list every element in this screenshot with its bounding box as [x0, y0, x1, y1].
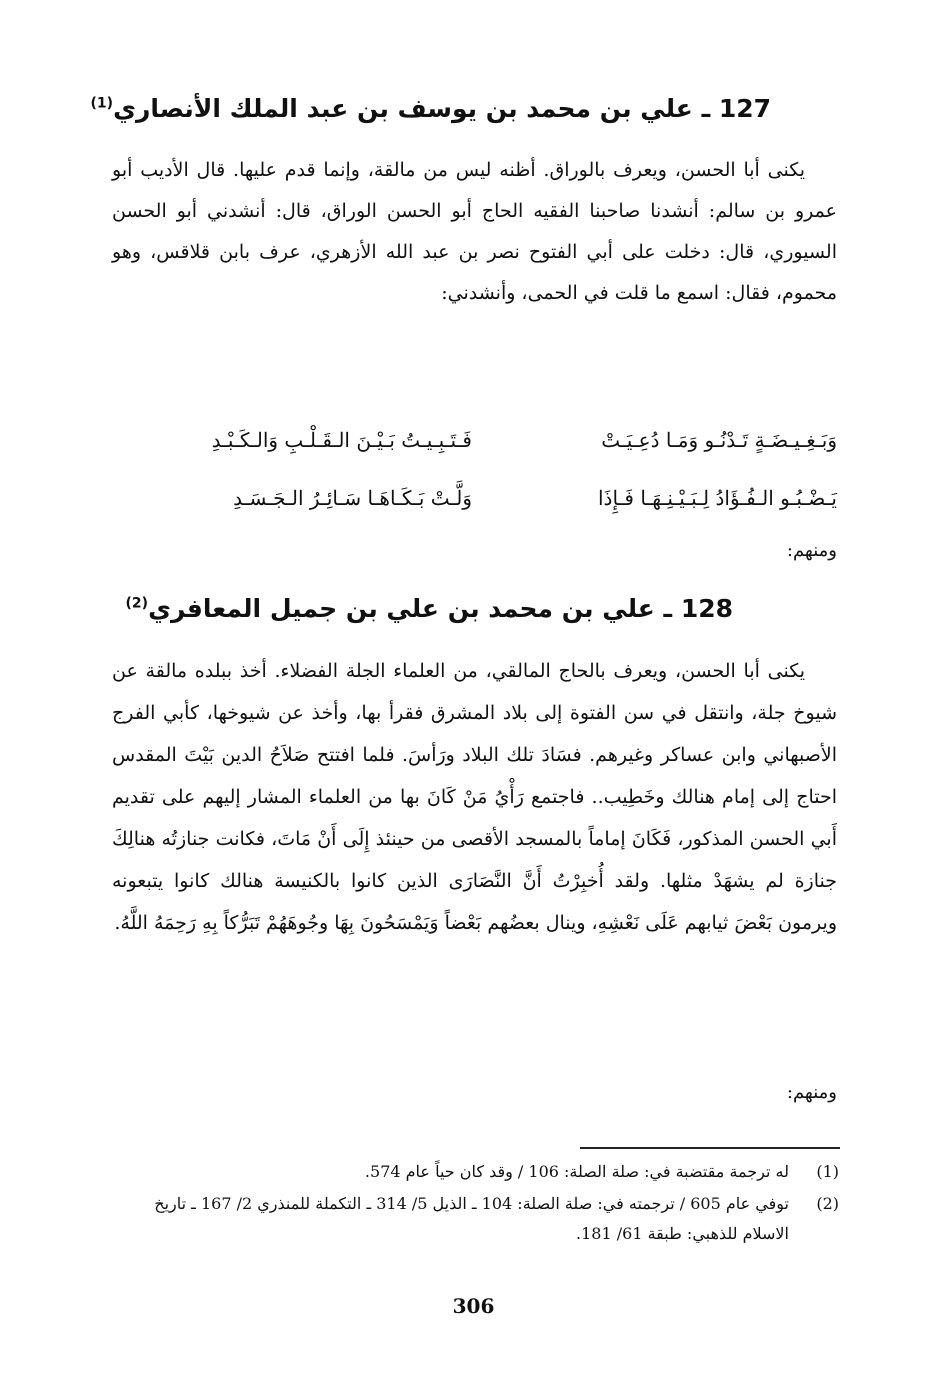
footnote-ref-2[interactable]: (2) [125, 595, 149, 612]
entry-128-title: 128 ـ علي بن محمد بن علي بن جميل المعافري [148, 594, 733, 623]
entry-127-text: يكنى أبا الحسن، ويعرف بالوراق. أظنه ليس من مالقة، وإنما قدم عليها. قال الأديب أبو عمرو بن سالم: أنشدنا صاحبنا الفقيه الحاج أبو الحسن الوراق، قال: أنشدني أبو الحسن السيوري، قال: دخلت على أبي الفتوح نصر بن عبد الله الأزهري، عرف بابن قلاقس، وهو محموم، فقال: اسمع ما قلت في الحمى، وأنشدني: [112, 159, 837, 304]
entry-128-heading [126, 592, 733, 626]
transition-text-1: ومنهم: [786, 540, 837, 561]
footnote-2-number: (2) [816, 1194, 839, 1213]
footnotes [109, 1157, 839, 1251]
page-number: 306 [452, 1294, 495, 1318]
poem-verse-2 [112, 478, 837, 518]
footnote-2 [109, 1189, 839, 1249]
footnote-ref-1[interactable]: (1) [90, 95, 114, 112]
entry-128-text: يكنى أبا الحسن، ويعرف بالحاج المالقي، من العلماء الجلة الفضلاء. أخذ ببلده مالقة عن شيوخ جلة، وانتقل في سن الفتوة إلى بلاد المشرق فقرأ بها، وأخذ عن شيوخها، كأبي الفرج الأصبهاني وابن عساكر وغيرهم. فسَادَ تلك البلاد ورَأسَ. فلما افتتح صَلاَحُ الدين بَيْتَ المقدس احتاج إلى إمام هنالك وخَطِيب.. فاجتمع رَأْيُ مَنْ كَانَ بها من العلماء المشار إليهم على تقديم أَبي الحسن المذكور، فَكَانَ إماماً بالمسجد الأقصى من حينئذ إِلَى أَنْ مَاتَ، فكانت جنازتُه هنالِكَ جنازة لم يشهَدْ مثلها. ولقد أُخبِرْتُ أَنَّ النَّصَارَى الذين كانوا بالكنيسة هنالك كانوا يتبعونه ويرمون بَعْضَ ثيابهم عَلَى نَعْشِهِ، وينال بعضُهم بَعْضاً وَيَمْسَحُونَ بِهَا وجُوهَهُمْ تَبَرُّكاً بِهِ رَحِمَهُ اللَّهُ. [112, 660, 837, 934]
poem-verse-1 [112, 420, 837, 460]
entry-127-heading [91, 92, 772, 126]
verse-2-second-hemistich: وَلَّـتْ بَـكَـاهَـا سَـائِـرُ الـجَـسَـدِ [233, 486, 472, 510]
entry-127-title: 127 ـ علي بن محمد بن يوسف بن عبد الملك الأنصاري [113, 94, 771, 123]
footnote-2-text: توفي عام 605 / ترجمته في: صلة الصلة: 104 ـ الذيل 5/ 314 ـ التكملة للمنذري 2/ 167 ـ تاريخ الاسلام للذهبي: طبقة 61/ 181. [154, 1194, 789, 1243]
entry-128-paragraph [112, 650, 837, 944]
verse-2-first-hemistich: يَـضْـبُـو الـفُـؤَادُ لِـبَـيْـنِـهَـا فَـإِذَا [598, 486, 837, 510]
footnote-1 [109, 1157, 839, 1187]
footnote-1-number: (1) [816, 1162, 839, 1181]
footnote-1-text: له ترجمة مقتضبة في: صلة الصلة: 106 / وقد كان حياً عام 574. [364, 1162, 789, 1181]
transition-text-2: ومنهم: [786, 1082, 837, 1103]
footnote-divider [580, 1147, 840, 1149]
verse-1-second-hemistich: فَـتَـبِـيـتُ بَـيْـنَ الـقَـلْـبِ وَالـكَـبْـدِ [211, 428, 472, 452]
entry-127-paragraph [112, 150, 837, 314]
verse-1-first-hemistich: وَبَـغِـيـضَـةٍ تَـدْنُـو وَمَـا دُعِـيَـتْ [601, 428, 837, 452]
